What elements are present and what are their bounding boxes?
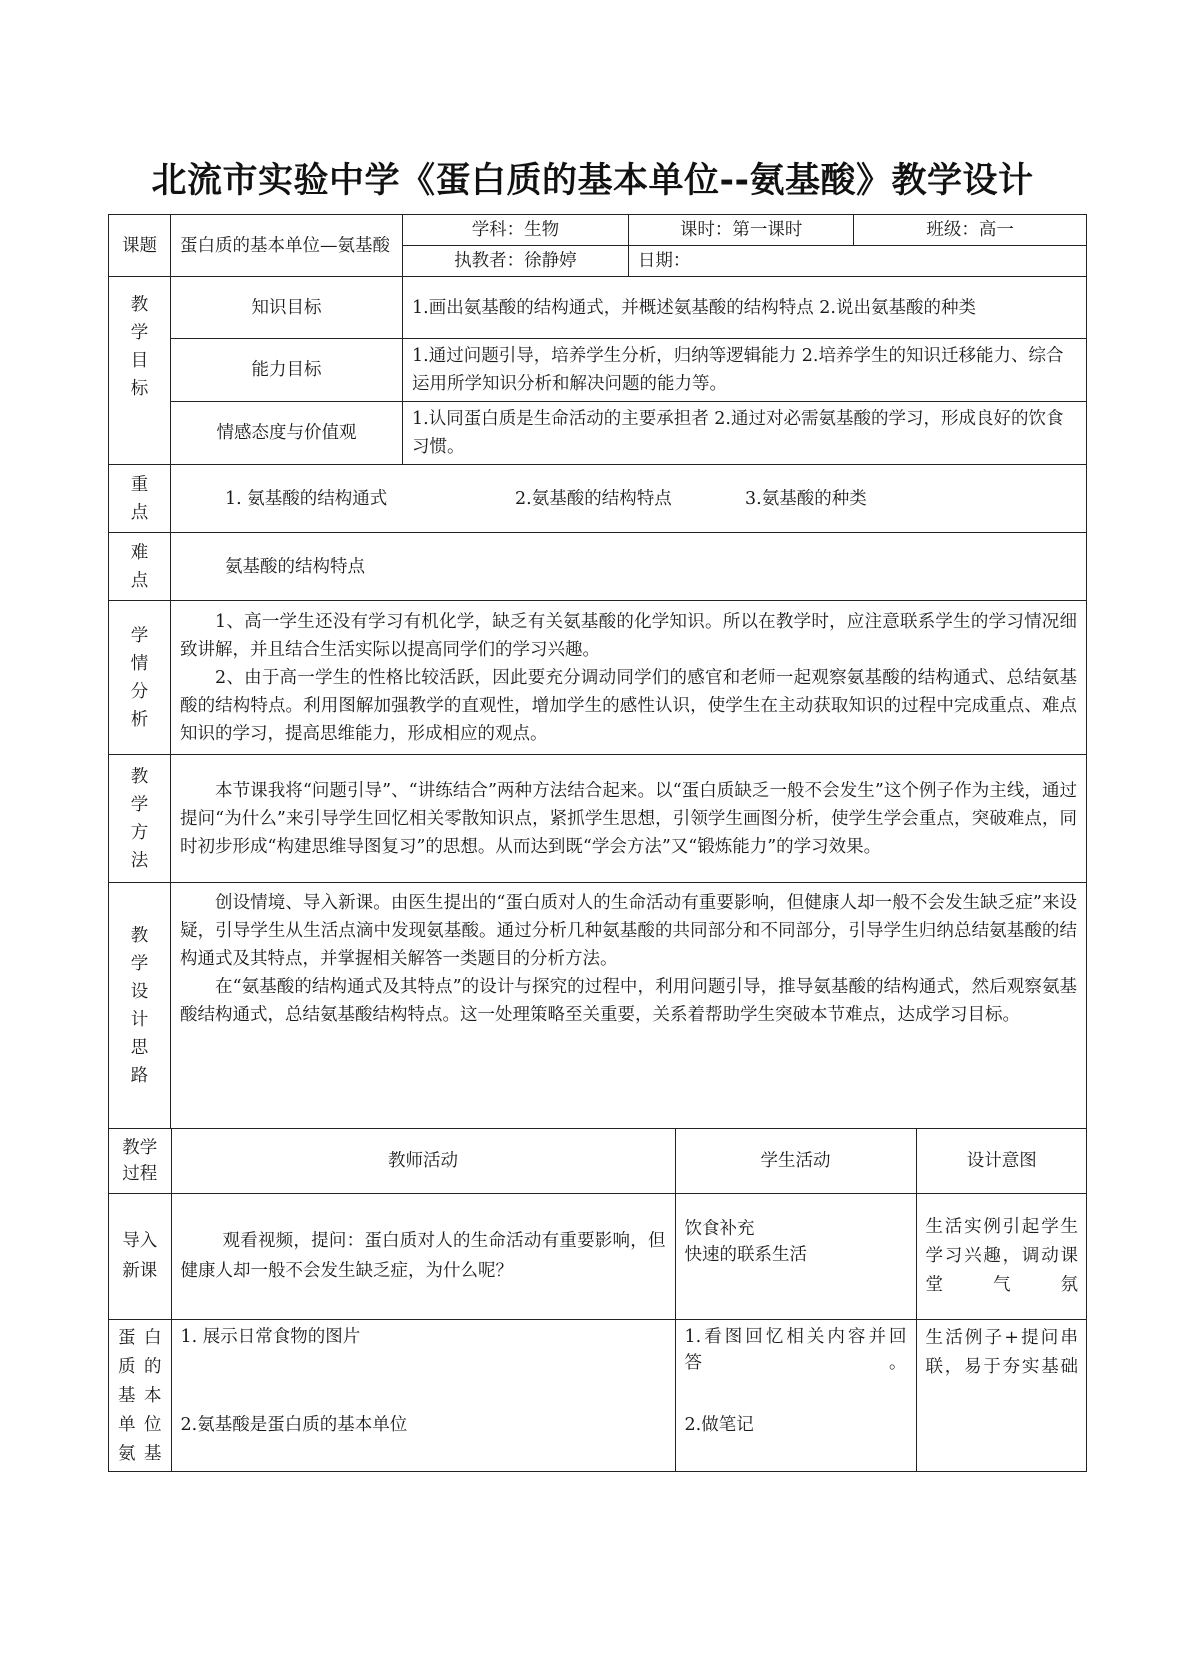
key-point-item: 2.氨基酸的结构特点 bbox=[515, 488, 672, 509]
topic-value: 蛋白质的基本单位—氨基酸 bbox=[171, 215, 403, 277]
student-activity-line: 饮食补充 bbox=[684, 1218, 755, 1239]
date-field: 日期： bbox=[628, 246, 1086, 277]
goal-row-knowledge bbox=[109, 277, 1087, 339]
goal-text: 1.画出氨基酸的结构通式，并概述氨基酸的结构特点 2.说出氨基酸的种类 bbox=[403, 277, 1087, 339]
subject-field: 学科：生物 bbox=[471, 220, 560, 240]
process-row bbox=[109, 1193, 1087, 1319]
key-points-label bbox=[109, 465, 171, 533]
goal-name: 情感态度与价值观 bbox=[171, 402, 403, 465]
topic-label: 课题 bbox=[109, 215, 171, 277]
analysis-paragraph: 1、高一学生还没有学习有机化学，缺乏有关氨基酸的化学知识。所以在教学时，应注意联系学生的学习情况细致讲解，并且结合生活实际以提高同学们的学习兴趣。 bbox=[180, 611, 1078, 660]
key-points-label-char: 重 bbox=[130, 474, 149, 495]
goals-label-char: 目 bbox=[130, 351, 149, 371]
period-field: 课时：第一课时 bbox=[628, 215, 853, 246]
design-content bbox=[171, 883, 1087, 1129]
process-stage bbox=[109, 1319, 171, 1471]
document-title: 北流市实验中学《蛋白质的基本单位--氨基酸》教学设计 bbox=[151, 161, 1034, 201]
class-field: 班级：高一 bbox=[854, 215, 1086, 246]
process-stage-line: 导入 bbox=[122, 1231, 158, 1251]
process-wrapper bbox=[109, 1129, 1087, 1472]
goals-label-char: 教 bbox=[130, 295, 149, 315]
analysis-content bbox=[171, 601, 1087, 755]
process-stage-header-line: 过程 bbox=[122, 1163, 158, 1184]
method-label bbox=[109, 755, 171, 883]
design-row bbox=[109, 883, 1087, 1129]
process-stage-header-line: 教学 bbox=[122, 1137, 158, 1158]
student-activity bbox=[675, 1319, 916, 1471]
process-stage-header bbox=[109, 1129, 171, 1193]
header-info bbox=[403, 215, 1087, 277]
analysis-paragraph: 2、由于高一学生的性格比较活跃，因此要充分调动同学们的感官和老师一起观察氨基酸的结构通式、总结氨基酸的结构特点。利用图解加强教学的直观性，增加学生的感性认识，使学生在主动获取知识的过程中完成重点、难点知识的学习，提高思维能力，形成相应的观点。 bbox=[180, 667, 1078, 744]
analysis-row bbox=[109, 601, 1087, 755]
teacher-field: 执教者：徐静婷 bbox=[403, 246, 628, 277]
process-stage-line: 基本 bbox=[118, 1385, 162, 1406]
design-label-char: 学 bbox=[130, 953, 149, 974]
method-label-char: 方 bbox=[130, 822, 149, 843]
teacher-activity-line: 2.氨基酸是蛋白质的基本单位 bbox=[180, 1414, 408, 1435]
student-activity bbox=[675, 1193, 916, 1319]
design-intent: 生活例子+提问串联，易于夯实基础 bbox=[916, 1319, 1087, 1471]
teacher-activity-text: 观看视频，提问：蛋白质对人的生命活动有重要影响，但健康人却一般不会发生缺乏症，为什么呢？ bbox=[180, 1231, 666, 1281]
key-points-list bbox=[171, 465, 1087, 533]
method-row bbox=[109, 755, 1087, 883]
difficulty-row bbox=[109, 533, 1087, 601]
teacher-activity bbox=[171, 1319, 675, 1471]
goals-label-char: 学 bbox=[130, 323, 149, 343]
goal-name: 能力目标 bbox=[171, 339, 403, 402]
design-intent-header: 设计意图 bbox=[916, 1129, 1087, 1193]
process-stage-line: 单位 bbox=[118, 1414, 162, 1435]
process-stage-line: 新课 bbox=[122, 1261, 158, 1281]
student-activity-line: 1.看图回忆相关内容并回答。 bbox=[684, 1326, 907, 1373]
design-paragraph: 在“氨基酸的结构通式及其特点”的设计与探究的过程中，利用问题引导，推导氨基酸的结构通式，然后观察氨基酸结构通式，总结氨基酸结构特点。这一处理策略至关重要，关系着帮助学生突破本节难点，达成学习目标。 bbox=[180, 977, 1078, 1025]
process-table bbox=[109, 1129, 1087, 1471]
goal-row-attitude bbox=[109, 402, 1087, 465]
process-stage bbox=[109, 1193, 171, 1319]
difficulty-label-char: 点 bbox=[130, 570, 149, 591]
design-label-char: 思 bbox=[130, 1037, 149, 1058]
design-label-char: 设 bbox=[130, 981, 149, 1002]
key-points-row bbox=[109, 465, 1087, 533]
process-section bbox=[109, 1129, 1087, 1472]
method-paragraph: 本节课我将“问题引导”、“讲练结合”两种方法结合起来。以“蛋白质缺乏一般不会发生”这个例子作为主线，通过提问“为什么”来引导学生回忆相关零散知识点，紧抓学生思想，引领学生画图分析，使学生学会重点，突破难点，同时初步形成“构建思维导图复习”的思想。从而达到既“学会方法”又“锻炼能力”的学习效果。 bbox=[180, 780, 1078, 857]
method-label-char: 法 bbox=[130, 850, 149, 871]
process-header-row bbox=[109, 1129, 1087, 1193]
design-paragraph: 创设情境、导入新课。由医生提出的“蛋白质对人的生命活动有重要影响，但健康人却一般不会发生缺乏症”来设疑，引导学生从生活点滴中发现氨基酸。通过分析几种氨基酸的共同部分和不同部分，引导学生归纳总结氨基酸的结构通式及其特点，并掌握相关解答一类题目的分析方法。 bbox=[180, 893, 1078, 969]
teacher-activity-header: 教师活动 bbox=[171, 1129, 675, 1193]
key-point-item: 1. 氨基酸的结构通式 bbox=[225, 488, 388, 509]
difficulty-label-char: 难 bbox=[130, 542, 149, 563]
header-row bbox=[109, 215, 1087, 277]
key-points-label-char: 点 bbox=[130, 502, 149, 523]
goal-text: 1.通过问题引导，培养学生分析，归纳等逻辑能力 2.培养学生的知识迁移能力、综合运用所学知识分析和解决问题的能力等。 bbox=[403, 339, 1087, 402]
method-label-char: 学 bbox=[130, 794, 149, 815]
analysis-label-char: 情 bbox=[130, 653, 149, 674]
teacher-activity bbox=[171, 1193, 675, 1319]
method-label-char: 教 bbox=[130, 766, 149, 787]
key-point-item: 3.氨基酸的种类 bbox=[745, 488, 867, 509]
process-stage-line: 质的 bbox=[118, 1356, 162, 1377]
difficulty-text: 氨基酸的结构特点 bbox=[171, 533, 1087, 601]
student-activity-header: 学生活动 bbox=[675, 1129, 916, 1193]
goal-text: 1.认同蛋白质是生命活动的主要承担者 2.通过对必需氨基酸的学习，形成良好的饮食习惯。 bbox=[403, 402, 1087, 465]
teacher-activity-line: 1. 展示日常食物的图片 bbox=[180, 1326, 361, 1347]
goals-label bbox=[109, 277, 171, 465]
process-stage-line: 蛋白 bbox=[118, 1327, 162, 1348]
process-row bbox=[109, 1319, 1087, 1471]
design-label-char: 教 bbox=[130, 925, 149, 946]
goal-name: 知识目标 bbox=[171, 277, 403, 339]
analysis-label bbox=[109, 601, 171, 755]
header-info-grid bbox=[403, 215, 1086, 276]
method-content bbox=[171, 755, 1087, 883]
goal-row-ability bbox=[109, 339, 1087, 402]
analysis-label-char: 分 bbox=[130, 681, 149, 702]
student-activity-line: 快速的联系生活 bbox=[684, 1244, 807, 1265]
difficulty-label bbox=[109, 533, 171, 601]
design-label-char: 计 bbox=[130, 1009, 149, 1030]
design-label-char: 路 bbox=[130, 1065, 149, 1086]
process-stage-line: 氨基 bbox=[118, 1443, 162, 1464]
analysis-label-char: 学 bbox=[130, 625, 149, 646]
goals-label-char: 标 bbox=[130, 379, 149, 399]
lesson-plan-table bbox=[108, 214, 1087, 1472]
analysis-label-char: 析 bbox=[130, 709, 149, 730]
student-activity-line: 2.做笔记 bbox=[684, 1414, 754, 1435]
design-intent: 生活实例引起学生学习兴趣，调动课堂气氛 bbox=[916, 1193, 1087, 1319]
design-label bbox=[109, 883, 171, 1129]
